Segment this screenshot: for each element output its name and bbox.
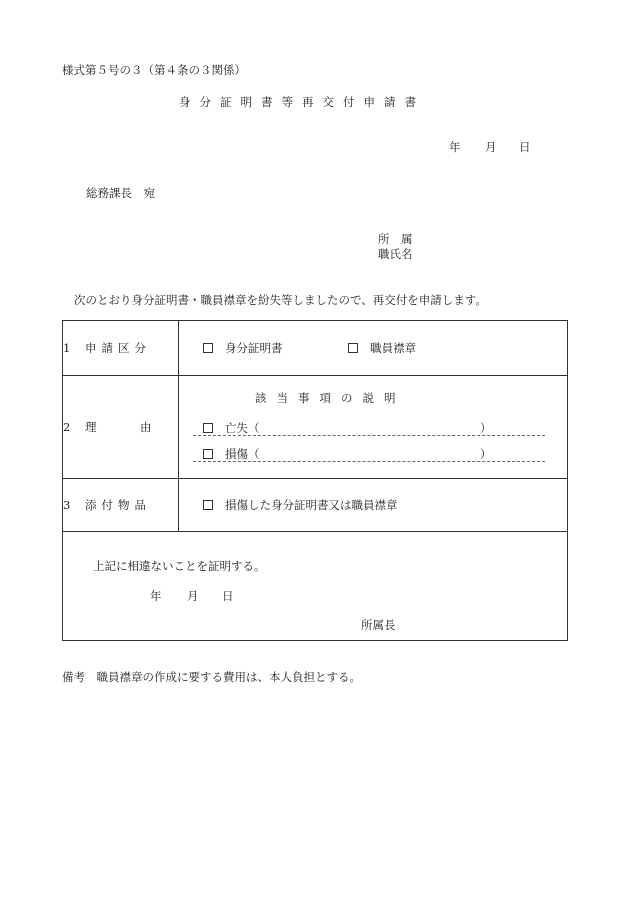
certification-cell	[63, 532, 568, 641]
checkbox-icon[interactable]	[203, 343, 213, 353]
checkbox-badge[interactable]	[348, 341, 416, 355]
affiliation-label: 所 属	[378, 232, 413, 246]
date-month-label: 月	[485, 140, 497, 154]
reason-heading: 該当事項の説明	[255, 391, 406, 405]
document-title: 身分証明書等再交付申請書	[179, 95, 425, 109]
damaged-close-paren: ）	[480, 447, 492, 461]
date-year-label: 年	[449, 140, 461, 154]
row-number: 2	[63, 420, 71, 434]
id-card-option-label: 身分証明書	[225, 341, 283, 355]
lost-option-label: 亡失（	[225, 421, 260, 435]
checkbox-icon[interactable]	[203, 449, 213, 459]
attachment-label: 添付物品	[85, 498, 151, 512]
checkbox-icon[interactable]	[203, 423, 213, 433]
checkbox-id-card[interactable]	[203, 341, 283, 355]
attachment-content-cell	[179, 479, 568, 532]
row-number: 3	[63, 498, 71, 512]
remarks: 備考 職員襟章の作成に要する費用は、本人負担とする。	[62, 670, 361, 684]
row-number: 1	[63, 341, 71, 355]
checkbox-icon[interactable]	[348, 343, 358, 353]
reason-label: 理 由	[85, 420, 168, 434]
badge-option-label: 職員襟章	[370, 341, 417, 355]
category-options-cell	[179, 321, 568, 376]
reason-label-cell	[63, 376, 179, 479]
reason-content-cell	[179, 376, 568, 479]
table-row-certification	[63, 532, 568, 641]
reason-damaged-line[interactable]	[193, 446, 545, 462]
attachment-label-cell	[63, 479, 179, 532]
checkbox-icon[interactable]	[203, 500, 213, 510]
category-label: 申請区分	[85, 341, 151, 355]
addressee: 総務課長 宛	[86, 186, 155, 200]
lost-close-paren: ）	[480, 421, 492, 435]
form-number: 様式第５号の３（第４条の３関係）	[62, 63, 246, 77]
certifier-label: 所属長	[361, 618, 396, 632]
intro-text: 次のとおり身分証明書・職員襟章を紛失等しましたので、再交付を申請します。	[74, 293, 487, 307]
cert-month-label: 月	[187, 589, 199, 603]
table-row-reason	[63, 376, 568, 479]
category-label-cell	[63, 321, 179, 376]
damaged-option-label: 損傷（	[225, 447, 260, 461]
attachment-option-label: 損傷した身分証明書又は職員襟章	[225, 498, 398, 512]
cert-day-label: 日	[222, 589, 234, 603]
cert-year-label: 年	[150, 589, 162, 603]
date-day-label: 日	[519, 140, 531, 154]
table-row-category	[63, 321, 568, 376]
application-table	[62, 320, 568, 641]
certification-text: 上記に相違ないことを証明する。	[93, 559, 266, 573]
table-row-attachment	[63, 479, 568, 532]
checkbox-attachment[interactable]	[203, 498, 398, 512]
reason-lost-line[interactable]	[193, 420, 545, 436]
name-label: 職氏名	[378, 247, 413, 261]
